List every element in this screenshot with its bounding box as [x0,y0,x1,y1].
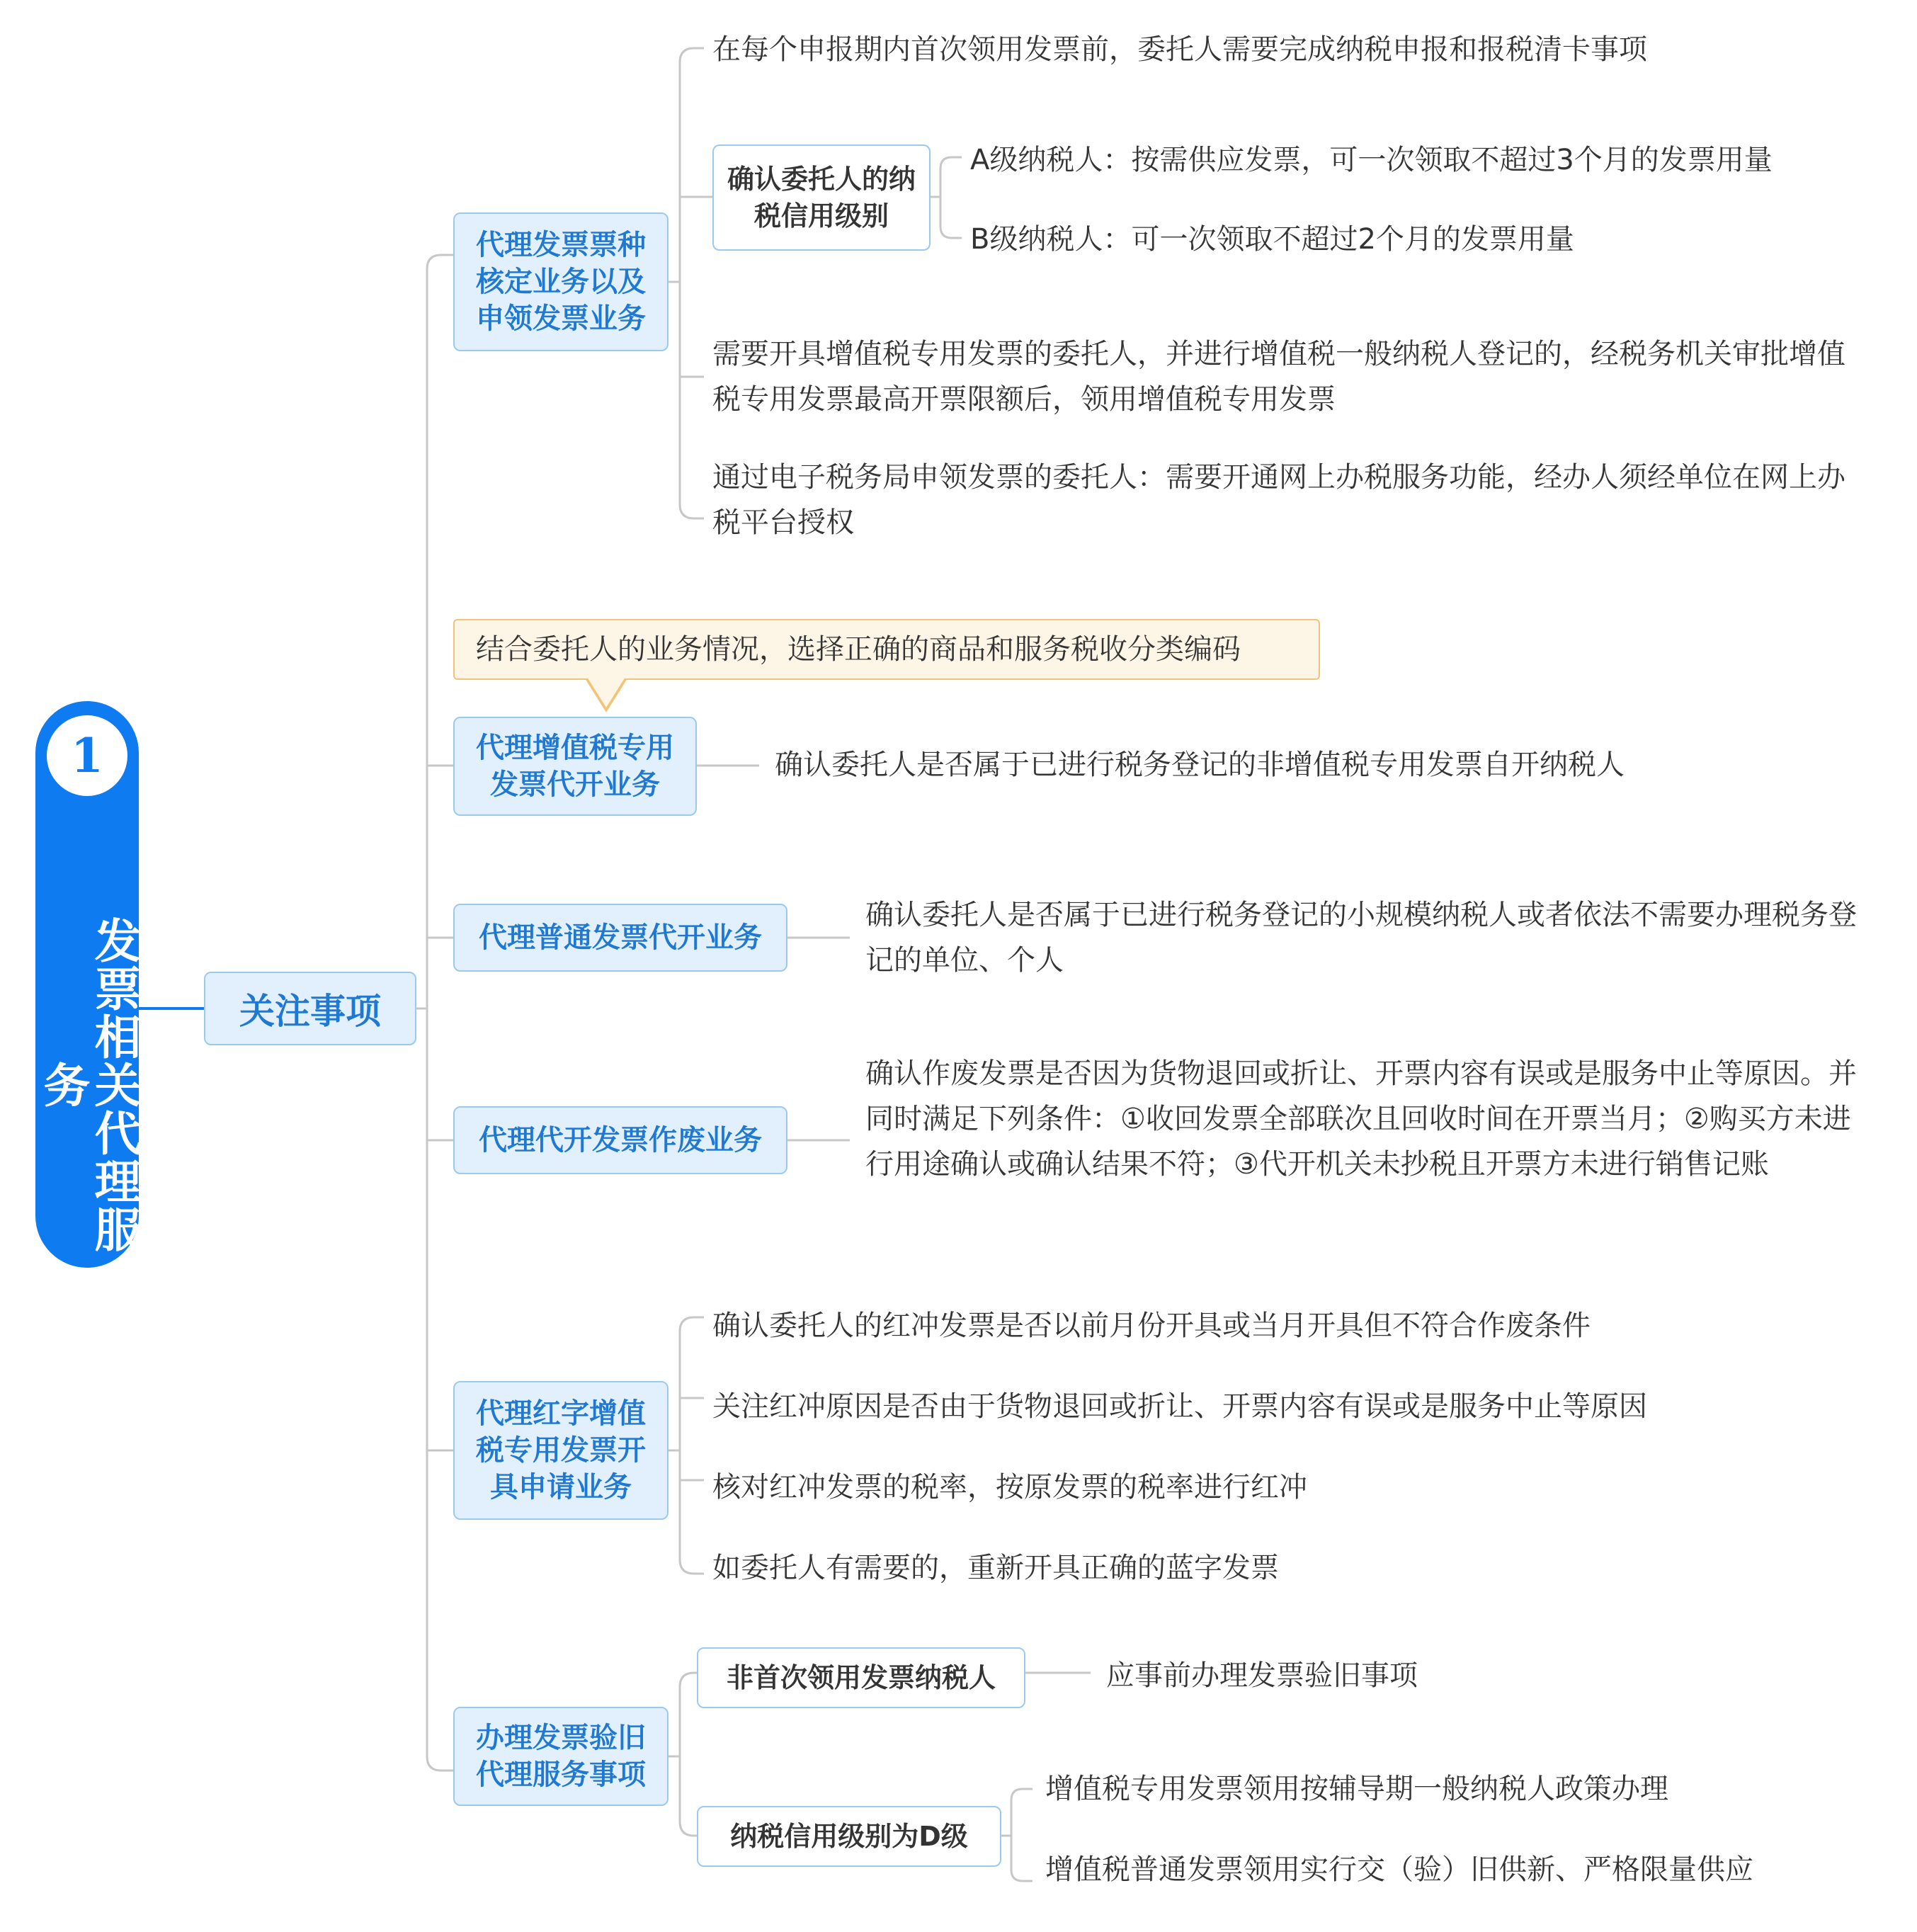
level1-topic[interactable] [204,972,416,1045]
leaf-text: 需要开具增值税专用发票的委托人，并进行增值税一般纳税人登记的，经税务机关审批增值税专用发票最高开票限额后，领用增值税专用发票 [712,338,1845,416]
callout-text: 结合委托人的业务情况，选择正确的商品和服务税收分类编码 [476,633,1241,666]
branch-vat-special-invoice-issuance[interactable] [453,717,697,816]
leaf-text: 确认作废发票是否因为货物退回或折让、开票内容有误或是服务中止等原因。并同时满足下列条件：①收回发票全部联次且回收时间在开票当月；②购买方未进行用途确认或确认结果不符；③代开机关未抄税且开票方未进行销售记账 [865,1057,1857,1181]
branch-ordinary-invoice-issuance[interactable] [453,904,787,972]
branch-label: 代理发票票种核定业务以及申领发票业务 [476,229,646,335]
branch-red-letter-invoice[interactable] [453,1381,669,1520]
leaf-text: 增值税专用发票领用按辅导期一般纳税人政策办理 [1045,1773,1668,1805]
leaf-text: 在每个申报期内首次领用发票前，委托人需要完成纳税申报和报税清卡事项 [712,33,1647,66]
callout-tail-fill [587,677,625,708]
branch-invoice-type-approval[interactable] [453,212,669,351]
sub-topic-credit-level-d[interactable] [697,1806,1001,1867]
branch-invoice-voiding[interactable] [453,1106,787,1174]
leaf-text: 确认委托人的红冲发票是否以前月份开具或当月开具但不符合作废条件 [712,1309,1591,1342]
callout-note [453,619,1320,680]
level1-label: 关注事项 [239,991,381,1032]
leaf-text: 应事前办理发票验旧事项 [1106,1659,1418,1692]
branch-label: 办理发票验旧代理服务事项 [476,1722,646,1791]
leaf-text: 确认委托人是否属于已进行税务登记的非增值税专用发票自开纳税人 [775,749,1625,781]
leaf-text: 确认委托人是否属于已进行税务登记的小规模纳税人或者依法不需要办理税务登记的单位、个人 [865,899,1857,977]
root-topic[interactable] [35,701,139,1268]
leaf-text: A级纳税人：按需供应发票，可一次领取不超过3个月的发票用量 [970,144,1773,176]
sub-topic-label: 非首次领用发票纳税人 [726,1662,996,1693]
leaf-text: 通过电子税务局申领发票的委托人：需要开通网上办税服务功能，经办人须经单位在网上办税平台授权 [712,461,1845,539]
branch-label: 代理增值税专用发票代开业务 [476,732,674,801]
leaf-text: 增值税普通发票领用实行交（验）旧供新、严格限量供应 [1045,1853,1753,1886]
sub-topic-credit-level[interactable] [712,144,931,251]
root-number-badge: 1 [47,715,127,796]
branch-invoice-verification[interactable] [453,1707,669,1806]
leaf-text: 如委托人有需要的，重新开具正确的蓝字发票 [712,1552,1279,1584]
branch-label: 代理普通发票代开业务 [479,921,762,954]
leaf-text: B级纳税人：可一次领取不超过2个月的发票用量 [970,223,1574,256]
branch-label: 代理代开发票作废业务 [479,1124,762,1157]
leaf-text: 核对红冲发票的税率，按原发票的税率进行红冲 [712,1471,1307,1504]
branch-label: 代理红字增值税专用发票开具申请业务 [476,1397,646,1504]
sub-topic-label: 确认委托人的纳税信用级别 [727,164,916,232]
leaf-text: 关注红冲原因是否由于货物退回或折让、开票内容有误或是服务中止等原因 [712,1390,1647,1423]
sub-topic-label: 纳税信用级别为D级 [730,1821,968,1852]
root-title: 发票相关代理服务 [35,916,141,1254]
sub-topic-non-first-time[interactable] [697,1647,1025,1708]
